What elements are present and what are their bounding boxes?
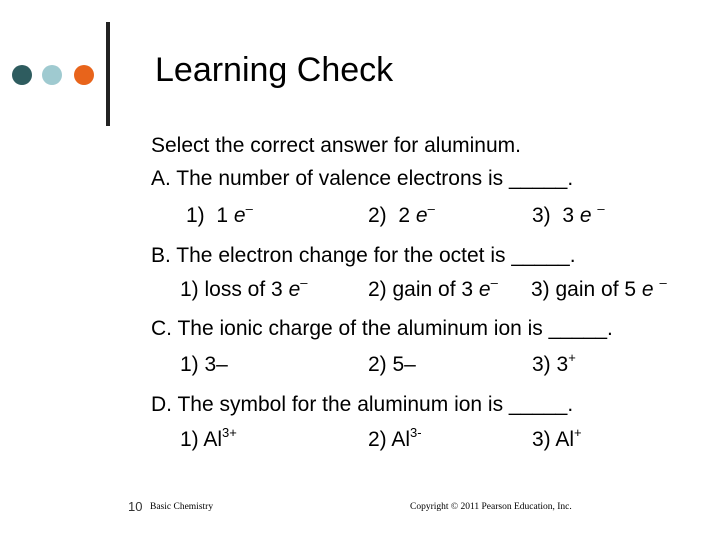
question-b-option-2: 2) gain of 3 e– <box>368 275 498 301</box>
question-b: B. The electron change for the octet is _____. <box>151 244 576 267</box>
question-a: A. The number of valence electrons is _____. <box>151 167 574 190</box>
intro-text: Select the correct answer for aluminum. <box>151 134 521 157</box>
question-d-option-3: 3) Al+ <box>532 425 582 451</box>
decor-dot-3 <box>74 65 94 85</box>
footer-copyright: Copyright © 2011 Pearson Education, Inc. <box>410 502 572 512</box>
question-a-option-1: 1) 1 e– <box>186 201 253 227</box>
title-divider <box>106 22 110 126</box>
question-b-option-1: 1) loss of 3 e– <box>180 275 308 301</box>
question-c-option-2: 2) 5– <box>368 353 416 376</box>
question-c: C. The ionic charge of the aluminum ion is _____. <box>151 317 613 340</box>
decor-dot-2 <box>42 65 62 85</box>
question-a-option-2: 2) 2 e– <box>368 201 435 227</box>
question-a-option-3: 3) 3 e – <box>532 201 605 227</box>
question-b-option-3: 3) gain of 5 e – <box>531 275 667 301</box>
slide-title: Learning Check <box>155 51 394 89</box>
question-c-option-1: 1) 3– <box>180 353 228 376</box>
page-number: 10 <box>128 499 143 514</box>
footer-course: Basic Chemistry <box>150 502 214 512</box>
question-d-option-2: 2) $Al^{3-}$ <box>368 425 422 451</box>
question-c-option-3: 3) 3+ <box>532 350 576 376</box>
question-d: D. The symbol for the aluminum ion is _____. <box>151 393 574 416</box>
decor-dot-1 <box>12 65 32 85</box>
question-d-option-1: 1) $Al^{3+}$ <box>180 425 237 451</box>
